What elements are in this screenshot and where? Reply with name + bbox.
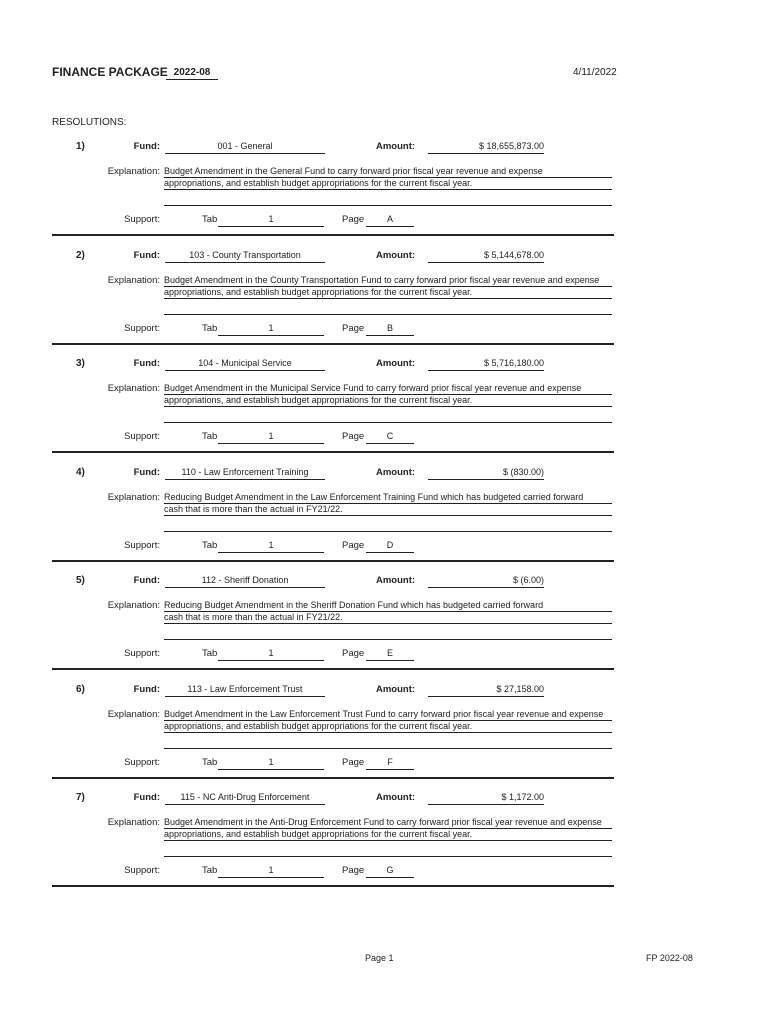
explanation-line: Budget Amendment in the General Fund to carry forward prior fiscal year revenue and expense <box>164 166 612 178</box>
explanation-label: Explanation: <box>107 275 160 286</box>
support-label: Support: <box>124 323 160 334</box>
explanation-line: Budget Amendment in the Anti-Drug Enforcement Fund to carry forward prior fiscal year revenue and expense <box>164 817 612 829</box>
resolution-item <box>40 467 614 575</box>
explanation-line: Budget Amendment in the Law Enforcement Trust Fund to carry forward prior fiscal year revenue and expense <box>164 709 612 721</box>
tab-label: Tab <box>202 540 218 551</box>
amount-value: $ 27,158.00 <box>428 684 544 697</box>
page-value: C <box>366 431 414 444</box>
resolution-item <box>40 575 614 683</box>
explanation-line <box>164 411 612 423</box>
fund-value: 110 - Law Enforcement Training <box>165 467 325 480</box>
resolution-number: 7) <box>76 792 85 803</box>
page-value: D <box>366 540 414 553</box>
page-label: Page <box>342 431 365 442</box>
support-label: Support: <box>124 431 160 442</box>
amount-value: $ (6.00) <box>428 575 544 588</box>
tab-label: Tab <box>202 431 218 442</box>
explanation-line: cash that is more than the actual in FY21/22. <box>164 504 612 516</box>
explanation-line <box>164 628 612 640</box>
fund-label: Fund: <box>133 250 160 261</box>
amount-label: Amount: <box>376 358 416 369</box>
fund-value: 112 - Sheriff Donation <box>165 575 325 588</box>
fund-value: 113 - Law Enforcement Trust <box>165 684 325 697</box>
explanation-label: Explanation: <box>107 817 160 828</box>
explanation-line: Budget Amendment in the County Transportation Fund to carry forward prior fiscal year revenue and expense <box>164 275 612 287</box>
page-label: Page <box>342 648 365 659</box>
tab-value: 1 <box>218 865 324 878</box>
resolution-item <box>40 250 614 358</box>
page-label: Page <box>342 865 365 876</box>
section-divider <box>52 777 614 779</box>
section-divider <box>52 234 614 236</box>
amount-value: $ 1,172.00 <box>428 792 544 805</box>
explanation-line: Reducing Budget Amendment in the Sheriff Donation Fund which has budgeted carried forward <box>164 600 612 612</box>
explanation-line: appropriations, and establish budget appropriations for the current fiscal year. <box>164 721 612 733</box>
fund-label: Fund: <box>133 467 160 478</box>
page-value: E <box>366 648 414 661</box>
tab-label: Tab <box>202 757 218 768</box>
page-label: Page <box>342 323 365 334</box>
amount-value: $ 18,655,873.00 <box>428 141 544 154</box>
section-divider <box>52 560 614 562</box>
explanation-line: cash that is more than the actual in FY21/22. <box>164 612 612 624</box>
section-divider <box>52 343 614 345</box>
tab-value: 1 <box>218 323 324 336</box>
page-value: F <box>366 757 414 770</box>
section-divider <box>52 885 614 887</box>
resolution-number: 3) <box>76 358 85 369</box>
fund-value: 001 - General <box>165 141 325 154</box>
page-label: Page <box>342 214 365 225</box>
explanation-line <box>164 845 612 857</box>
support-label: Support: <box>124 648 160 659</box>
document-title: FINANCE PACKAGE <box>52 65 168 79</box>
resolution-number: 6) <box>76 684 85 695</box>
support-label: Support: <box>124 214 160 225</box>
fund-value: 104 - Municipal Service <box>165 358 325 371</box>
amount-label: Amount: <box>376 250 416 261</box>
page-value: A <box>366 214 414 227</box>
fund-value: 115 - NC Anti-Drug Enforcement <box>165 792 325 805</box>
explanation-line: appropriations, and establish budget appropriations for the current fiscal year. <box>164 395 612 407</box>
support-label: Support: <box>124 540 160 551</box>
explanation-line <box>164 737 612 749</box>
resolutions-heading: RESOLUTIONS: <box>52 117 127 128</box>
resolution-number: 5) <box>76 575 85 586</box>
explanation-label: Explanation: <box>107 709 160 720</box>
explanation-line <box>164 303 612 315</box>
page-value: G <box>366 865 414 878</box>
fund-label: Fund: <box>133 792 160 803</box>
fund-label: Fund: <box>133 575 160 586</box>
amount-label: Amount: <box>376 467 416 478</box>
explanation-line: Budget Amendment in the Municipal Service Fund to carry forward prior fiscal year revenue and expense <box>164 383 612 395</box>
tab-value: 1 <box>218 431 324 444</box>
explanation-label: Explanation: <box>107 166 160 177</box>
tab-label: Tab <box>202 214 218 225</box>
tab-value: 1 <box>218 757 324 770</box>
resolution-number: 1) <box>76 141 85 152</box>
section-divider <box>52 668 614 670</box>
explanation-label: Explanation: <box>107 600 160 611</box>
amount-value: $ 5,144,678.00 <box>428 250 544 263</box>
package-number: 2022-08 <box>166 67 218 80</box>
resolution-item <box>40 358 614 466</box>
page-label: Page <box>342 540 365 551</box>
support-label: Support: <box>124 865 160 876</box>
tab-label: Tab <box>202 323 218 334</box>
resolution-number: 4) <box>76 467 85 478</box>
tab-label: Tab <box>202 648 218 659</box>
fund-value: 103 - County Transportation <box>165 250 325 263</box>
amount-value: $ 5,716,180.00 <box>428 358 544 371</box>
fund-label: Fund: <box>133 684 160 695</box>
section-divider <box>52 451 614 453</box>
explanation-label: Explanation: <box>107 492 160 503</box>
explanation-line <box>164 520 612 532</box>
explanation-line: appropriations, and establish budget appropriations for the current fiscal year. <box>164 178 612 190</box>
support-label: Support: <box>124 757 160 768</box>
tab-value: 1 <box>218 214 324 227</box>
page-value: B <box>366 323 414 336</box>
tab-label: Tab <box>202 865 218 876</box>
resolution-item <box>40 684 614 792</box>
explanation-label: Explanation: <box>107 383 160 394</box>
document-date: 4/11/2022 <box>573 67 617 78</box>
amount-value: $ (830.00) <box>428 467 544 480</box>
amount-label: Amount: <box>376 792 416 803</box>
page-label: Page <box>342 757 365 768</box>
resolution-number: 2) <box>76 250 85 261</box>
fund-label: Fund: <box>133 141 160 152</box>
explanation-line: appropriations, and establish budget appropriations for the current fiscal year. <box>164 829 612 841</box>
footer-document-code: FP 2022-08 <box>646 953 693 963</box>
resolution-item <box>40 792 614 900</box>
amount-label: Amount: <box>376 684 416 695</box>
amount-label: Amount: <box>376 141 416 152</box>
fund-label: Fund: <box>133 358 160 369</box>
footer-page-number: Page 1 <box>365 953 394 963</box>
amount-label: Amount: <box>376 575 416 586</box>
explanation-line: appropriations, and establish budget appropriations for the current fiscal year. <box>164 287 612 299</box>
explanation-line <box>164 194 612 206</box>
tab-value: 1 <box>218 540 324 553</box>
explanation-line: Reducing Budget Amendment in the Law Enforcement Training Fund which has budgeted carried forward <box>164 492 612 504</box>
resolution-item <box>40 141 614 249</box>
tab-value: 1 <box>218 648 324 661</box>
